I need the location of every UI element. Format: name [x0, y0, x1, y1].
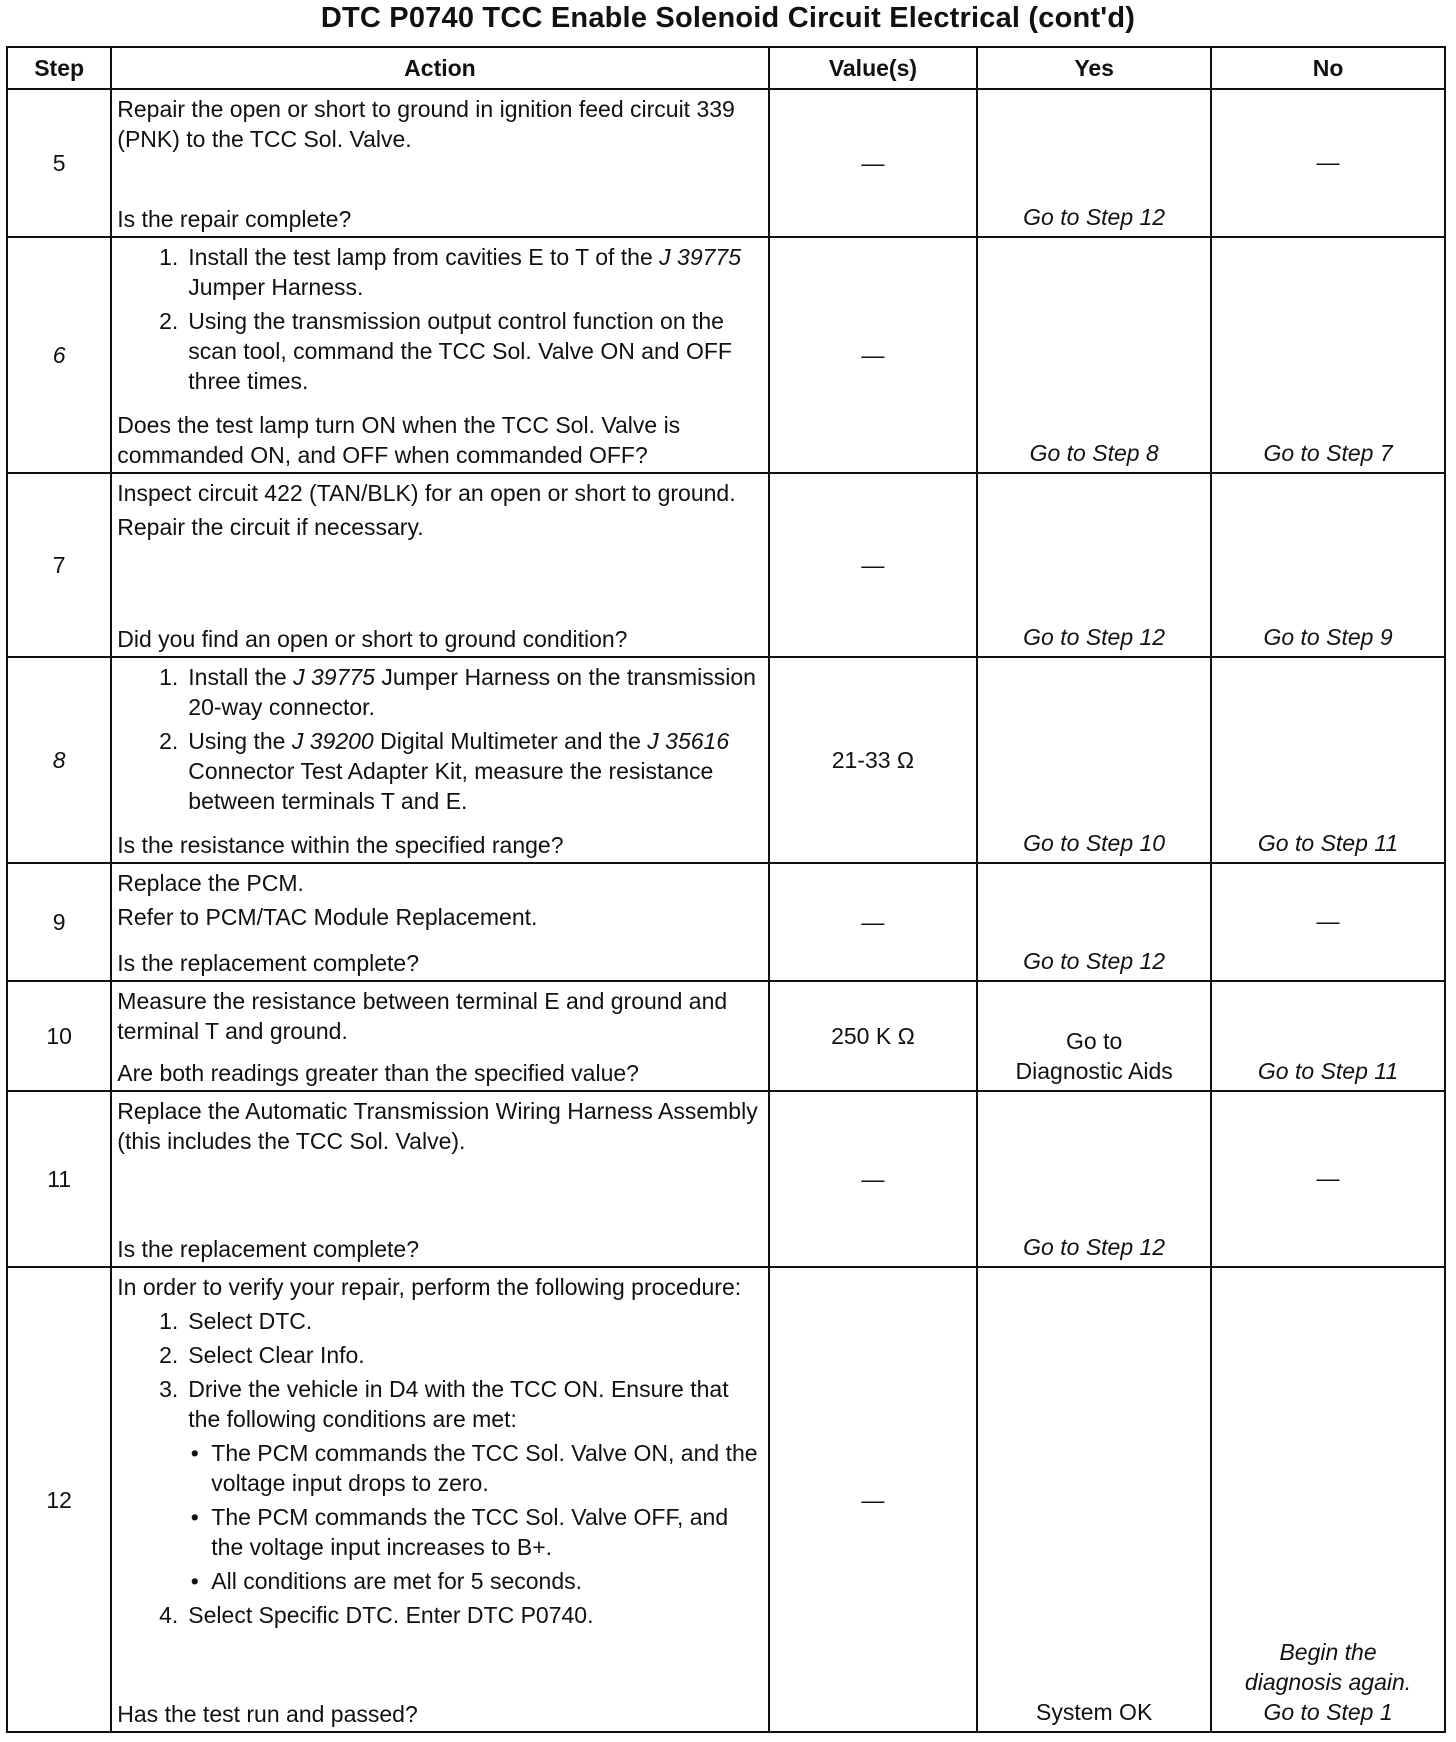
no-link[interactable]: [1211, 1267, 1445, 1732]
tool-reference: J 39200: [291, 728, 374, 754]
table-row-step-8: [7, 657, 1445, 863]
yes-link[interactable]: Go to Step 12: [977, 89, 1211, 237]
diagnostic-table: [6, 46, 1446, 1733]
step-number: 6: [7, 237, 111, 473]
action-cell: [111, 1091, 768, 1267]
list-item: [117, 1340, 763, 1370]
table-row-step-9: [7, 863, 1445, 981]
action-text: Repair the circuit if necessary.: [117, 514, 424, 540]
header-row: [7, 47, 1445, 89]
yes-cell: System OK: [977, 1267, 1211, 1732]
action-question: Is the resistance within the specified range?: [117, 832, 564, 858]
action-text: Install the: [188, 664, 287, 690]
value-cell: —: [769, 1267, 978, 1732]
no-link[interactable]: Go to Step 9: [1211, 473, 1445, 657]
action-text: The PCM commands the TCC Sol. Valve OFF, and the voltage input increases to B+.: [211, 1504, 729, 1560]
action-text: Digital Multimeter and the: [380, 728, 641, 754]
action-cell: [111, 981, 768, 1091]
list-item: [117, 1374, 763, 1434]
list-number: 2.: [159, 1342, 179, 1368]
action-question: Does the test lamp turn ON when the TCC Sol. Valve is commanded ON, and OFF when commanded OFF?: [117, 412, 681, 468]
step-number: 10: [7, 981, 111, 1091]
list-number: 2.: [159, 308, 179, 334]
bullet-item: [117, 1438, 763, 1498]
no-line: diagnosis again.: [1244, 1669, 1412, 1695]
tool-reference: J 39775: [293, 664, 375, 690]
action-text: Install the test lamp from cavities E to T of the: [188, 244, 653, 270]
yes-link[interactable]: Go to Step 10: [977, 657, 1211, 863]
value-cell: —: [769, 89, 978, 237]
list-item: [117, 242, 763, 302]
list-item: [117, 662, 763, 722]
action-question: Are both readings greater than the specified value?: [117, 1060, 639, 1086]
page-title: DTC P0740 TCC Enable Solenoid Circuit Electrical (cont'd): [320, 2, 1136, 34]
table-row-step-6: [7, 237, 1445, 473]
table-row-step-11: [7, 1091, 1445, 1267]
value-cell: —: [769, 237, 978, 473]
step-number: 7: [7, 473, 111, 657]
bullet-icon: •: [190, 1440, 199, 1466]
action-text: All conditions are met for 5 seconds.: [211, 1568, 583, 1594]
action-text: Replace the PCM.: [117, 870, 304, 896]
list-number: 1.: [159, 664, 179, 690]
table-row-step-12: [7, 1267, 1445, 1732]
action-text: Inspect circuit 422 (TAN/BLK) for an open or short to ground.: [117, 480, 736, 506]
no-link[interactable]: Go to Step 11: [1211, 981, 1445, 1091]
tool-reference: J 39775: [659, 244, 742, 270]
yes-link[interactable]: Go to Step 8: [977, 237, 1211, 473]
list-number: 1.: [159, 244, 179, 270]
table-row-step-10: [7, 981, 1445, 1091]
action-text: Jumper Harness.: [188, 274, 364, 300]
header-yes: Yes: [977, 47, 1211, 89]
action-text: Select DTC.: [188, 1308, 313, 1334]
action-text: Select Specific DTC. Enter DTC P0740.: [188, 1602, 594, 1628]
action-text: Repair the open or short to ground in ignition feed circuit 339 (PNK) to the TCC Sol. Valve.: [117, 96, 735, 152]
bullet-icon: •: [190, 1504, 199, 1530]
action-cell: [111, 237, 768, 473]
no-link[interactable]: Go to Step 7: [1211, 237, 1445, 473]
table-row-step-7: [7, 473, 1445, 657]
action-cell: [111, 1267, 768, 1732]
bullet-icon: •: [190, 1568, 199, 1594]
no-cell: —: [1211, 863, 1445, 981]
step-number: 5: [7, 89, 111, 237]
yes-link[interactable]: Go to Step 12: [977, 473, 1211, 657]
action-text: Select Clear Info.: [188, 1342, 365, 1368]
action-text: Drive the vehicle in D4 with the TCC ON. Ensure that the following conditions are met:: [188, 1376, 729, 1432]
list-number: 1.: [159, 1308, 179, 1334]
action-text: Using the: [188, 728, 286, 754]
value-cell: —: [769, 473, 978, 657]
list-item: [117, 306, 763, 396]
yes-link[interactable]: Go to Step 12: [977, 1091, 1211, 1267]
no-line: Begin the: [1279, 1639, 1377, 1665]
list-item: [117, 726, 763, 816]
yes-line: Go to: [1066, 1028, 1123, 1054]
no-link[interactable]: Go to Step 11: [1211, 657, 1445, 863]
header-values: Value(s): [769, 47, 978, 89]
table-row-step-5: [7, 89, 1445, 237]
action-question: Is the repair complete?: [117, 206, 352, 232]
action-question: Did you find an open or short to ground condition?: [117, 626, 628, 652]
yes-line: Diagnostic Aids: [1015, 1058, 1173, 1084]
no-cell: —: [1211, 89, 1445, 237]
action-question: Is the replacement complete?: [117, 950, 419, 976]
list-item: [117, 1306, 763, 1336]
step-number: 12: [7, 1267, 111, 1732]
action-text: Jumper Harness on the transmission 20-way connector.: [188, 664, 756, 720]
list-item: [117, 1600, 763, 1630]
no-cell: —: [1211, 1091, 1445, 1267]
yes-link[interactable]: Go to Step 12: [977, 863, 1211, 981]
bullet-item: [117, 1502, 763, 1562]
action-text: In order to verify your repair, perform the following procedure:: [117, 1274, 742, 1300]
action-text: Connector Test Adapter Kit, measure the resistance between terminals T and E.: [188, 758, 714, 814]
list-number: 4.: [159, 1602, 179, 1628]
action-text: Replace the Automatic Transmission Wiring Harness Assembly (this includes the TCC Sol. Valve).: [117, 1098, 758, 1154]
header-no: No: [1211, 47, 1445, 89]
action-text: Measure the resistance between terminal E and ground and terminal T and ground.: [117, 988, 728, 1044]
value-cell: —: [769, 1091, 978, 1267]
value-cell: 250 K Ω: [769, 981, 978, 1091]
action-cell: [111, 473, 768, 657]
action-text: Refer to PCM/TAC Module Replacement.: [117, 904, 538, 930]
action-text: The PCM commands the TCC Sol. Valve ON, and the voltage input drops to zero.: [211, 1440, 758, 1496]
action-cell: [111, 89, 768, 237]
action-text: Using the transmission output control function on the scan tool, command the TCC Sol. Valve ON and OFF three times.: [188, 308, 732, 394]
step-number: 11: [7, 1091, 111, 1267]
step-number: 9: [7, 863, 111, 981]
tool-reference: J 35616: [647, 728, 730, 754]
list-number: 3.: [159, 1376, 179, 1402]
action-cell: [111, 657, 768, 863]
value-cell: 21-33 Ω: [769, 657, 978, 863]
header-step: Step: [7, 47, 111, 89]
list-number: 2.: [159, 728, 179, 754]
no-line: Go to Step 1: [1263, 1699, 1393, 1725]
yes-link[interactable]: [977, 981, 1211, 1091]
bullet-item: [117, 1566, 763, 1596]
action-cell: [111, 863, 768, 981]
step-number: 8: [7, 657, 111, 863]
header-action: Action: [111, 47, 768, 89]
action-question: Has the test run and passed?: [117, 1701, 418, 1727]
value-cell: —: [769, 863, 978, 981]
action-question: Is the replacement complete?: [117, 1236, 419, 1262]
